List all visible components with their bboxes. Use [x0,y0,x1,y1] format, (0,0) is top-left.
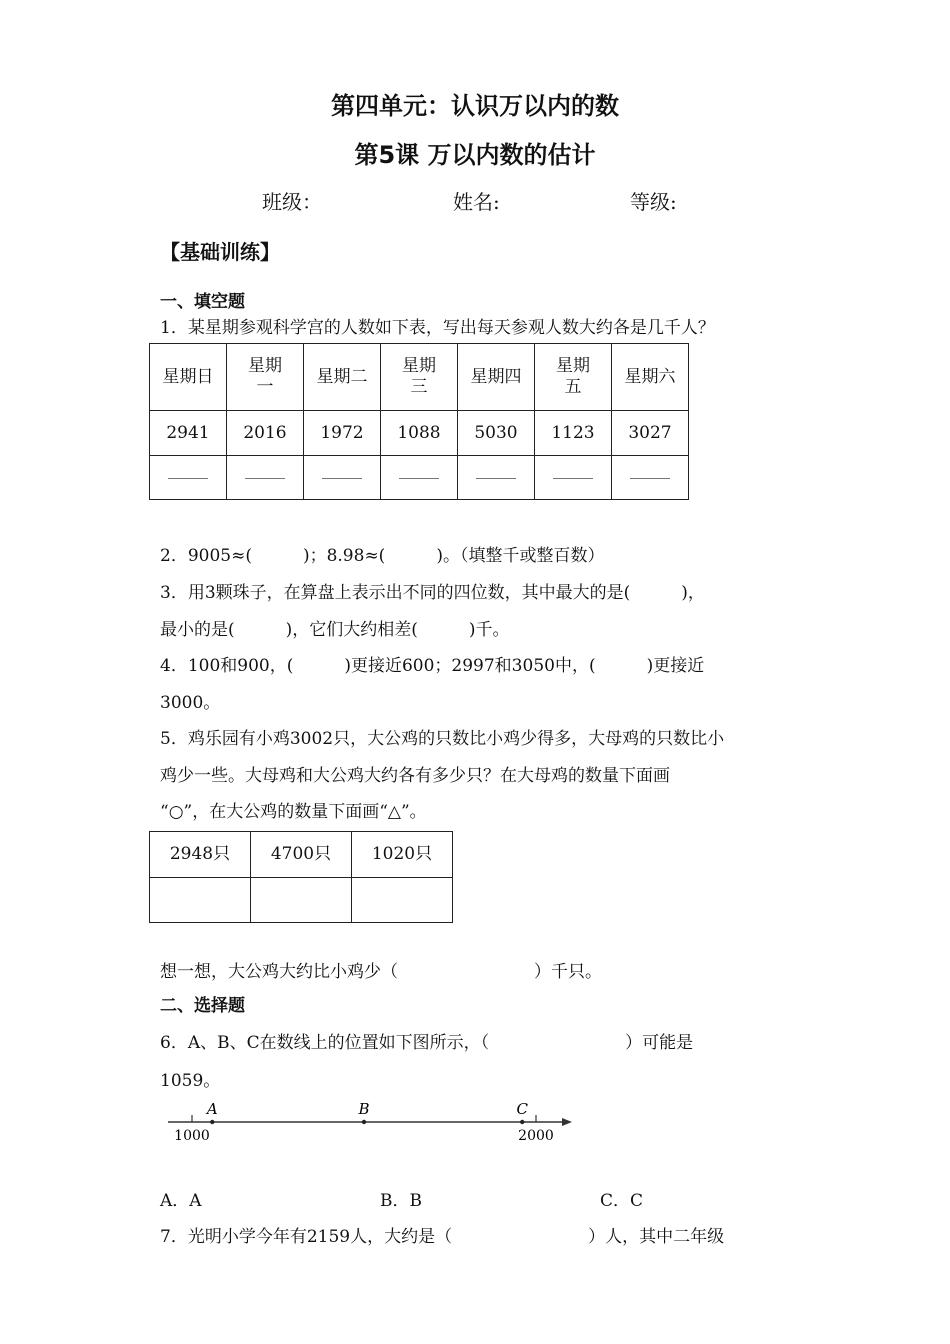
answer-blank [245,477,285,479]
part1-title: 一、填空题 [160,292,245,312]
question-5-line1: 5．鸡乐园有小鸡3002只，大公鸡的只数比小鸡少得多，大母鸡的只数比小 [160,729,725,749]
tick-label-end: 2000 [518,1128,554,1144]
option-c[interactable]: C．C [600,1191,644,1211]
count-cell: 5030 [458,411,535,456]
answer-cell[interactable] [227,456,304,500]
point-b-label: B [358,1100,370,1118]
chicken-count-cell: 2948只 [150,832,251,878]
answer-cell[interactable] [612,456,689,500]
answer-blank [630,477,670,479]
name-label: 姓名: [453,190,500,214]
count-cell: 3027 [612,411,689,456]
chicken-count-cell: 4700只 [251,832,352,878]
answer-blank [553,477,593,479]
part2-title: 二、选择题 [160,996,245,1016]
question-3-line2: 最小的是( )，它们大约相差( )千。 [160,620,510,640]
question-5-line3: “○”，在大公鸡的数量下面画“△”。 [160,802,427,822]
number-line [160,1095,590,1150]
point-c-dot [520,1120,524,1124]
mark-cell[interactable] [251,878,352,923]
answer-blank [476,477,516,479]
chicken-table [149,831,453,923]
point-a-label: A [206,1100,218,1118]
unit-title: 第四单元：认识万以内的数 [331,92,619,120]
answer-cell[interactable] [304,456,381,500]
answer-cell[interactable] [381,456,458,500]
chicken-count-cell: 1020只 [352,832,453,878]
question-2: 2．9005≈( )；8.98≈( )。（填整千或整百数） [160,546,605,566]
think-question: 想一想，大公鸡大约比小鸡少（ ）千只。 [160,962,602,982]
question-6-line1: 6．A、B、C在数线上的位置如下图所示，（ ）可能是 [160,1033,694,1053]
number-line-arrow-icon [562,1118,572,1126]
question-3-line1: 3．用3颗珠子，在算盘上表示出不同的四位数，其中最大的是( )， [160,583,705,603]
question-4-line2: 3000。 [160,693,221,713]
day-cell: 星期三 [381,344,458,411]
day-cell: 星期四 [458,344,535,411]
count-cell: 1972 [304,411,381,456]
day-cell: 星期五 [535,344,612,411]
day-cell: 星期一 [227,344,304,411]
question-7-line1: 7．光明小学今年有2159人，大约是（ ）人，其中二年级 [160,1227,725,1247]
grade-label: 等级: [630,190,677,214]
day-cell: 星期日 [150,344,227,411]
option-b[interactable]: B．B [380,1191,422,1211]
day-cell: 星期二 [304,344,381,411]
question-6-line2: 1059。 [160,1071,221,1091]
count-cell: 1123 [535,411,612,456]
point-a-dot [210,1120,214,1124]
lesson-title: 第5课 万以内数的估计 [354,141,596,169]
answer-cell[interactable] [458,456,535,500]
question-5-line2: 鸡少一些。大母鸡和大公鸡大约各有多少只？在大母鸡的数量下面画 [160,766,670,786]
question-4-line1: 4．100和900，( )更接近600；2997和3050中，( )更接近 [160,656,705,676]
answer-cell[interactable] [150,456,227,500]
mark-cell[interactable] [352,878,453,923]
count-cell: 1088 [381,411,458,456]
visitors-table [149,343,689,500]
tick-label-start: 1000 [174,1128,210,1144]
option-a[interactable]: A．A [160,1191,202,1211]
answer-cell[interactable] [535,456,612,500]
point-c-label: C [516,1100,528,1118]
mark-cell[interactable] [150,878,251,923]
answer-blank [168,477,208,479]
class-label: 班级： [262,190,322,214]
day-cell: 星期六 [612,344,689,411]
question-1: 1．某星期参观科学宫的人数如下表，写出每天参观人数大约各是几千人？ [160,318,715,338]
answer-blank [322,477,362,479]
section-basic-training: 【基础训练】 [160,240,280,264]
count-cell: 2941 [150,411,227,456]
count-cell: 2016 [227,411,304,456]
answer-blank [399,477,439,479]
point-b-dot [362,1120,366,1124]
